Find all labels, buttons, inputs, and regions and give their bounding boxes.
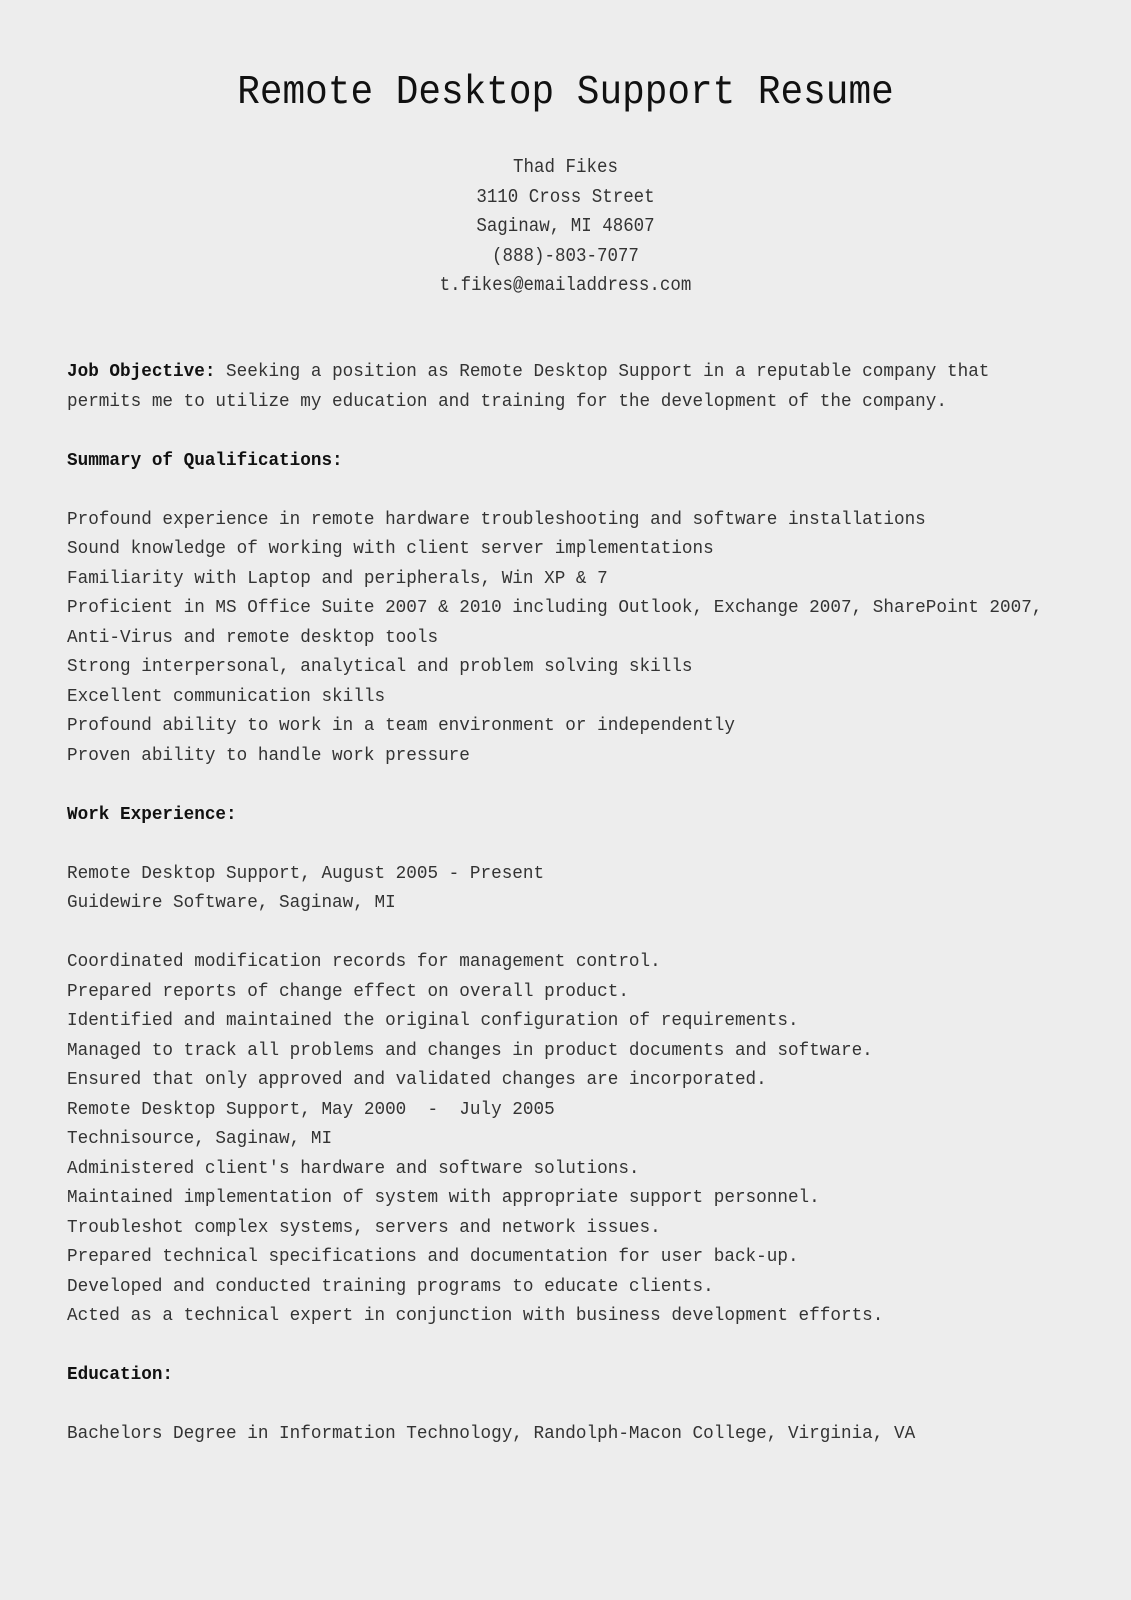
job-duty: Prepared reports of change effect on overall product. [67, 980, 629, 1002]
job-title: Remote Desktop Support, August 2005 - Present [67, 862, 545, 884]
objective-text-1: Seeking a position as Remote Desktop Support in a reputable company that [215, 361, 990, 382]
contact-email: t.fikes@emailaddress.com [439, 274, 692, 296]
job-duty: Prepared technical specifications and documentation for user back-up. [67, 1246, 799, 1267]
job-duty: Coordinated modification records for management control. [67, 951, 661, 972]
job-duty: Managed to track all problems and changes in product documents and software. [67, 1039, 873, 1061]
qualification-item: Profound ability to work in a team environment or independently [67, 715, 735, 736]
qualification-item: Proficient in MS Office Suite 2007 & 2010 including Outlook, Exchange 2007, SharePoint 2007, [67, 597, 1043, 618]
qualification-item: Familiarity with Laptop and peripherals, Win XP & 7 [67, 567, 608, 589]
contact-phone: (888)-803-7077 [492, 244, 639, 267]
qualification-item: Strong interpersonal, analytical and problem solving skills [67, 656, 693, 677]
education-heading: Education: [67, 1364, 174, 1385]
job-duty: Identified and maintained the original configuration of requirements. [67, 1010, 799, 1031]
objective-label: Job Objective: [67, 361, 216, 382]
contact-block [0, 153, 1131, 301]
qualification-item: Proven ability to handle work pressure [67, 744, 470, 766]
job-duty: Developed and conducted training programs to educate clients. [67, 1275, 714, 1297]
contact-city: Saginaw, MI 48607 [476, 215, 655, 237]
experience-heading: Work Experience: [67, 803, 237, 825]
qualifications-heading: Summary of Qualifications: [67, 449, 343, 471]
qualification-item: Anti-Virus and remote desktop tools [67, 626, 439, 648]
qualification-item: Sound knowledge of working with client server implementations [67, 538, 714, 559]
qualification-item: Profound experience in remote hardware troubleshooting and software installations [67, 508, 926, 530]
job-company: Technisource, Saginaw, MI [67, 1128, 333, 1149]
education-entry: Bachelors Degree in Information Technology, Randolph-Macon College, Virginia, VA [67, 1423, 916, 1444]
objective-section [67, 357, 1032, 387]
resume-body [67, 357, 1077, 1449]
contact-street: 3110 Cross Street [476, 185, 655, 208]
job-duty: Maintained implementation of system with appropriate support personnel. [67, 1187, 820, 1208]
objective-text-2: permits me to utilize my education and training for the development of the company. [67, 390, 947, 412]
job-duty: Acted as a technical expert in conjunction with business development efforts. [67, 1305, 884, 1326]
job-title: Remote Desktop Support, May 2000 - July 2005 [67, 1098, 555, 1120]
job-company: Guidewire Software, Saginaw, MI [67, 892, 396, 913]
job-duty: Administered client's hardware and software solutions. [67, 1157, 640, 1179]
page-title: Remote Desktop Support Resume [237, 70, 894, 116]
qualification-item: Excellent communication skills [67, 685, 386, 707]
contact-name: Thad Fikes [513, 156, 618, 178]
job-duty: Ensured that only approved and validated changes are incorporated. [67, 1069, 767, 1090]
job-duty: Troubleshot complex systems, servers and network issues. [67, 1216, 661, 1238]
